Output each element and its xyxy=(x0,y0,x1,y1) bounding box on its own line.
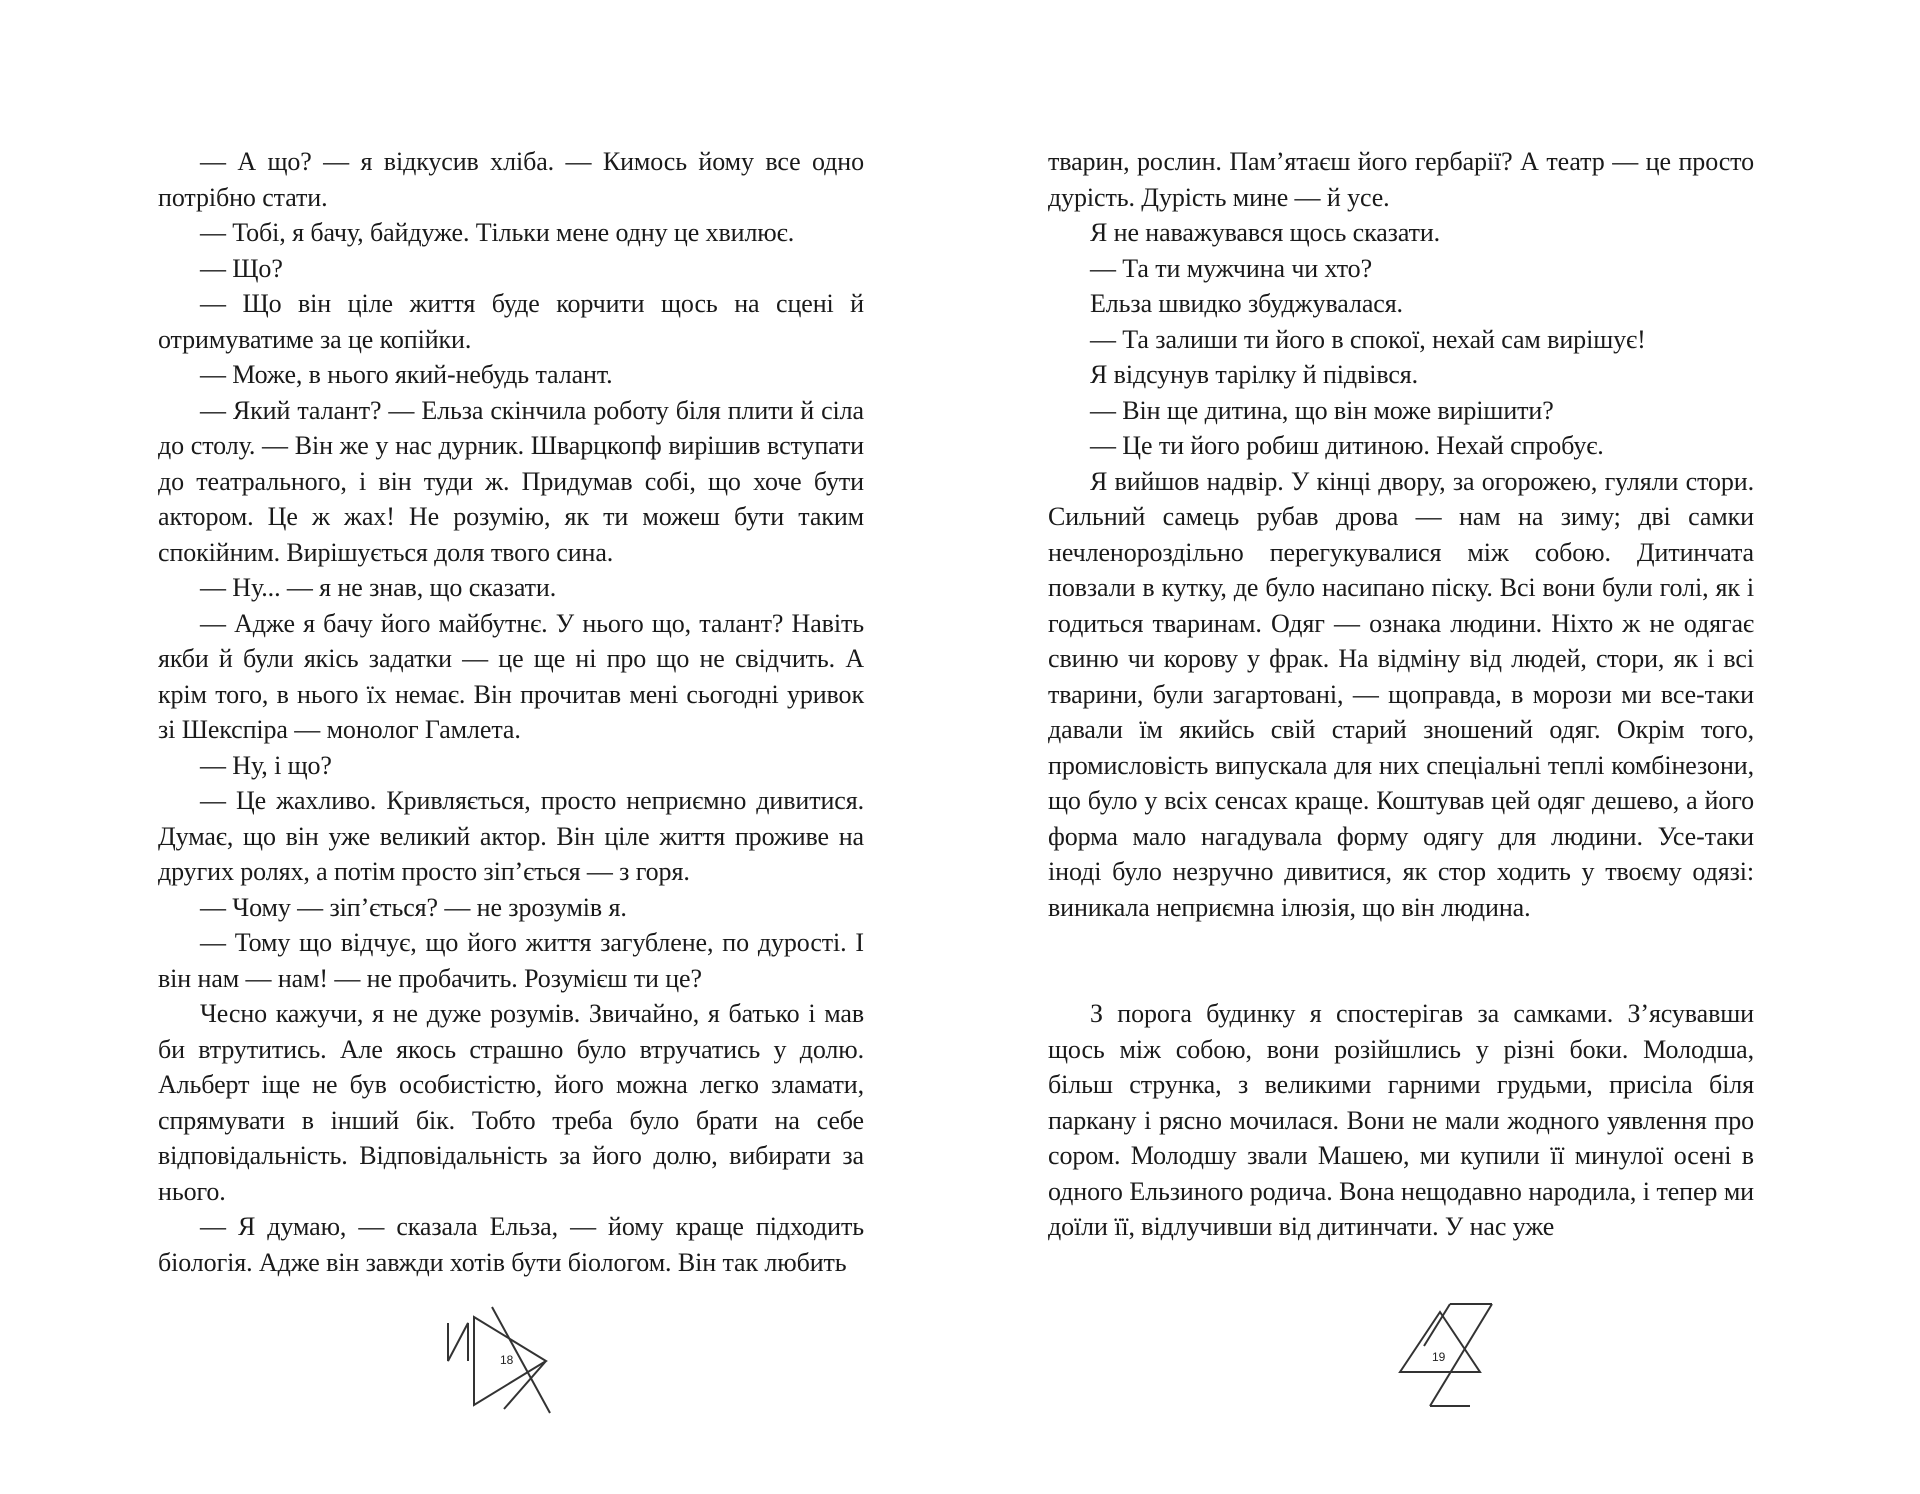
paragraph: — Ну... — я не знав, що сказати. xyxy=(200,573,557,602)
left-page-text xyxy=(158,144,864,1280)
page-ornament-left xyxy=(446,1305,556,1415)
page-number: 19 xyxy=(1432,1350,1446,1364)
paragraph: — А що? — я відкусив хліба. — Кимось йому все одно потрібно стати. xyxy=(158,147,864,212)
geometric-ornament-icon xyxy=(1394,1300,1504,1410)
paragraph: Чесно кажучи, я не дуже розумів. Звичайно, я батько і мав би втрутитись. Але якось страшно було втручатись у долю. Альберт іще не був особистістю, його можна легко зламати, спрямувати в інший бік. Тобто треба було брати на себе відповідальність. Відповідальність за його долю, вибирати за нього. xyxy=(158,999,864,1206)
right-page xyxy=(960,0,1920,1494)
paragraph: — Це жахливо. Кривляється, просто неприємно дивитися. Думає, що він уже великий актор. Він ціле життя проживе на других ролях, а потім просто зіп’ється — з горя. xyxy=(158,786,864,886)
paragraph: З порога будинку я спостерігав за самками. З’ясувавши щось між собою, вони розійшлись у різні боки. Молодша, більш струнка, з великими гарними грудьми, присіла біля паркану і рясно мочилася. Вони не мали жодного уявлення про сором. Молодшу звали Машею, ми купили її минулої осені в одного Ельзиного родича. Вона нещодавно народила, і тепер ми доїли її, відлучивши від дитинчати. У нас уже xyxy=(1048,999,1754,1241)
paragraph: — Він ще дитина, що він може вирішити? xyxy=(1090,395,1554,425)
paragraph: — Та ти мужчина чи хто? xyxy=(1090,253,1373,283)
paragraph: — Чому — зіп’ється? — не зрозумів я. xyxy=(200,892,627,922)
paragraph: Я не наважувався щось сказати. xyxy=(1090,218,1441,247)
paragraph: Я вийшов надвір. У кінці двору, за огорожею, гуляли стори. Сильний самець рубав дрова — нам на зиму; дві самки нечленороздільно перегукувалися між собою. Дитинчата повзали в кутку, де було насипано піску. Всі вони були голі, як і годиться тваринам. Одяг — ознака людини. Ніхто ж не одягає свиню чи корову у фрак. На відміну від людей, стори, як і всі тварини, були загартовані, — щоправда, в морози ми все-таки давали їм якийсь свій старий зношений одяг. Окрім того, промисловість випускала для них спеціальні теплі комбінезони, що було у всіх сенсах краще. Коштував цей одяг дешево, а його форма мало нагадувала форму одягу для людини. Усе-таки іноді було незручно дивитися, як стор ходить у твоєму одязі: виникала неприємна ілюзія, що він людина. xyxy=(1048,466,1754,922)
paragraph: — Що? xyxy=(200,253,283,283)
page-number: 18 xyxy=(500,1353,514,1367)
paragraph: — Ну, і що? xyxy=(200,750,332,780)
paragraph: — Що він ціле життя буде корчити щось на сцені й отримуватиме за це копійки. xyxy=(158,289,864,354)
page-ornament-right xyxy=(1394,1300,1504,1410)
paragraph: — Тобі, я бачу, байдуже. Тільки мене одну це хвилює. xyxy=(200,218,795,247)
paragraph: — Тому що відчує, що його життя загублене, по дурості. І він нам — нам! — не пробачить. Розумієш ти це? xyxy=(158,928,864,993)
paragraph: тварин, рослин. Пам’ятаєш його гербарії? А театр — це просто дурість. Дурість мине — й усе. xyxy=(1048,147,1754,212)
paragraph: — Який талант? — Ельза скінчила роботу біля плити й сіла до столу. — Він же у нас дурник. Шварцкопф вирішив вступати до театрального, і він туди ж. Придумав собі, що хоче бути актором. Це ж жах! Не розумію, як ти можеш бути таким спокійним. Вирішується доля твого сина. xyxy=(158,395,864,567)
paragraph: — Я думаю, — сказала Ельза, — йому краще підходить біологія. Адже він завжди хотів бути біологом. Він так любить xyxy=(158,1212,864,1277)
paragraph: Я відсунув тарілку й підвівся. xyxy=(1090,360,1419,389)
paragraph: Ельза швидко збуджувалася. xyxy=(1090,289,1403,318)
paragraph: — Та залиши ти його в спокої, нехай сам вирішує! xyxy=(1090,324,1646,354)
paragraph: — Адже я бачу його майбутнє. У нього що, талант? Навіть якби й були якісь задатки — це ще ні про що не свідчить. А крім того, в нього їх немає. Він прочитав мені сьогодні уривок зі Шекспіра — монолог Гамлета. xyxy=(158,608,864,744)
right-page-text xyxy=(1048,144,1754,1245)
section-break xyxy=(1048,925,1754,996)
paragraph: — Може, в нього який-небудь талант. xyxy=(200,360,613,389)
paragraph: — Це ти його робиш дитиною. Нехай спробує. xyxy=(1090,431,1604,460)
